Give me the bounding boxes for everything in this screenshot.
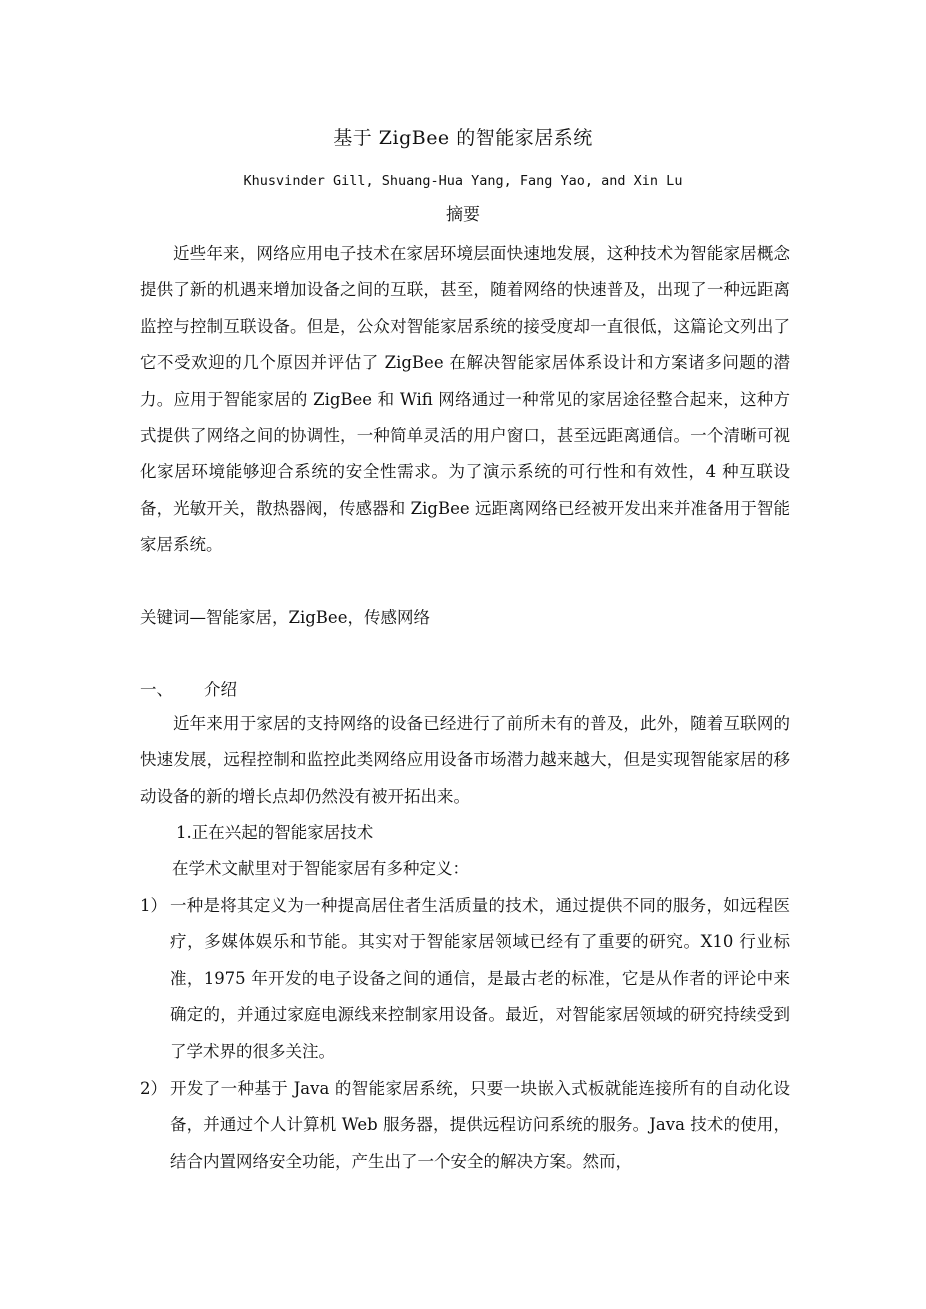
section-heading [140,673,237,707]
list-item-number: 1） [140,896,167,915]
list-item [140,1071,790,1180]
section-number: 一、 [140,680,173,699]
list-item-number: 2） [140,1079,167,1098]
paper-title: 基于 ZigBee 的智能家居系统 [333,127,593,149]
paper-authors: Khusvinder Gill, Shuang-Hua Yang, Fang Yao, and Xin Lu [243,173,683,189]
abstract-paragraph: 近些年来，网络应用电子技术在家居环境层面快速地发展，这种技术为智能家居概念提供了新的机遇来增加设备之间的互联，甚至，随着网络的快速普及，出现了一种远距离监控与控制互联设备。但是，公众对智能家居系统的接受度却一直很低，这篇论文列出了它不受欢迎的几个原因并评估了 ZigBee 在解决智能家居体系设计和方案诸多问题的潜力。应用于智能家居的 ZigBee 和 Wifi 网络通过一种常见的家居途径整合起来，这种方式提供了网络之间的协调性，一种简单灵活的用户窗口，甚至远距离通信。一个清晰可视化家居环境能够迎合系统的安全性需求。为了演示系统的可行性和有效性，4 种互联设备，光敏开关，散热器阀，传感器和 ZigBee 远距离网络已经被开发出来并准备用于智能家居系统。 [140,244,790,555]
keywords-line: 关键词—智能家居，ZigBee，传感网络 [140,608,430,627]
section-title: 介绍 [204,680,237,699]
list-item [140,888,790,1070]
abstract-heading: 摘要 [446,205,480,225]
list-item-text: 开发了一种基于 Java 的智能家居系统，只要一块嵌入式板就能连接所有的自动化设备，并通过个人计算机 Web 服务器，提供远程访问系统的服务。Java 技术的使用，结合内置网络安全功能，产生出了一个安全的解决方案。然而， [170,1079,790,1171]
definitions-lead: 在学术文献里对于智能家居有多种定义： [172,859,469,878]
subsection-heading: 1.正在兴起的智能家居技术 [176,823,374,842]
intro-paragraph: 近年来用于家居的支持网络的设备已经进行了前所未有的普及，此外，随着互联网的快速发展，远程控制和监控此类网络应用设备市场潜力越来越大，但是实现智能家居的移动设备的新的增长点却仍然没有被开拓出来。 [140,714,790,806]
list-item-text: 一种是将其定义为一种提高居住者生活质量的技术，通过提供不同的服务，如远程医疗，多媒体娱乐和节能。其实对于智能家居领域已经有了重要的研究。X10 行业标准，1975 年开发的电子设备之间的通信，是最古老的标准，它是从作者的评论中来确定的，并通过家庭电源线来控制家用设备。最近，对智能家居领域的研究持续受到了学术界的很多关注。 [170,896,790,1061]
